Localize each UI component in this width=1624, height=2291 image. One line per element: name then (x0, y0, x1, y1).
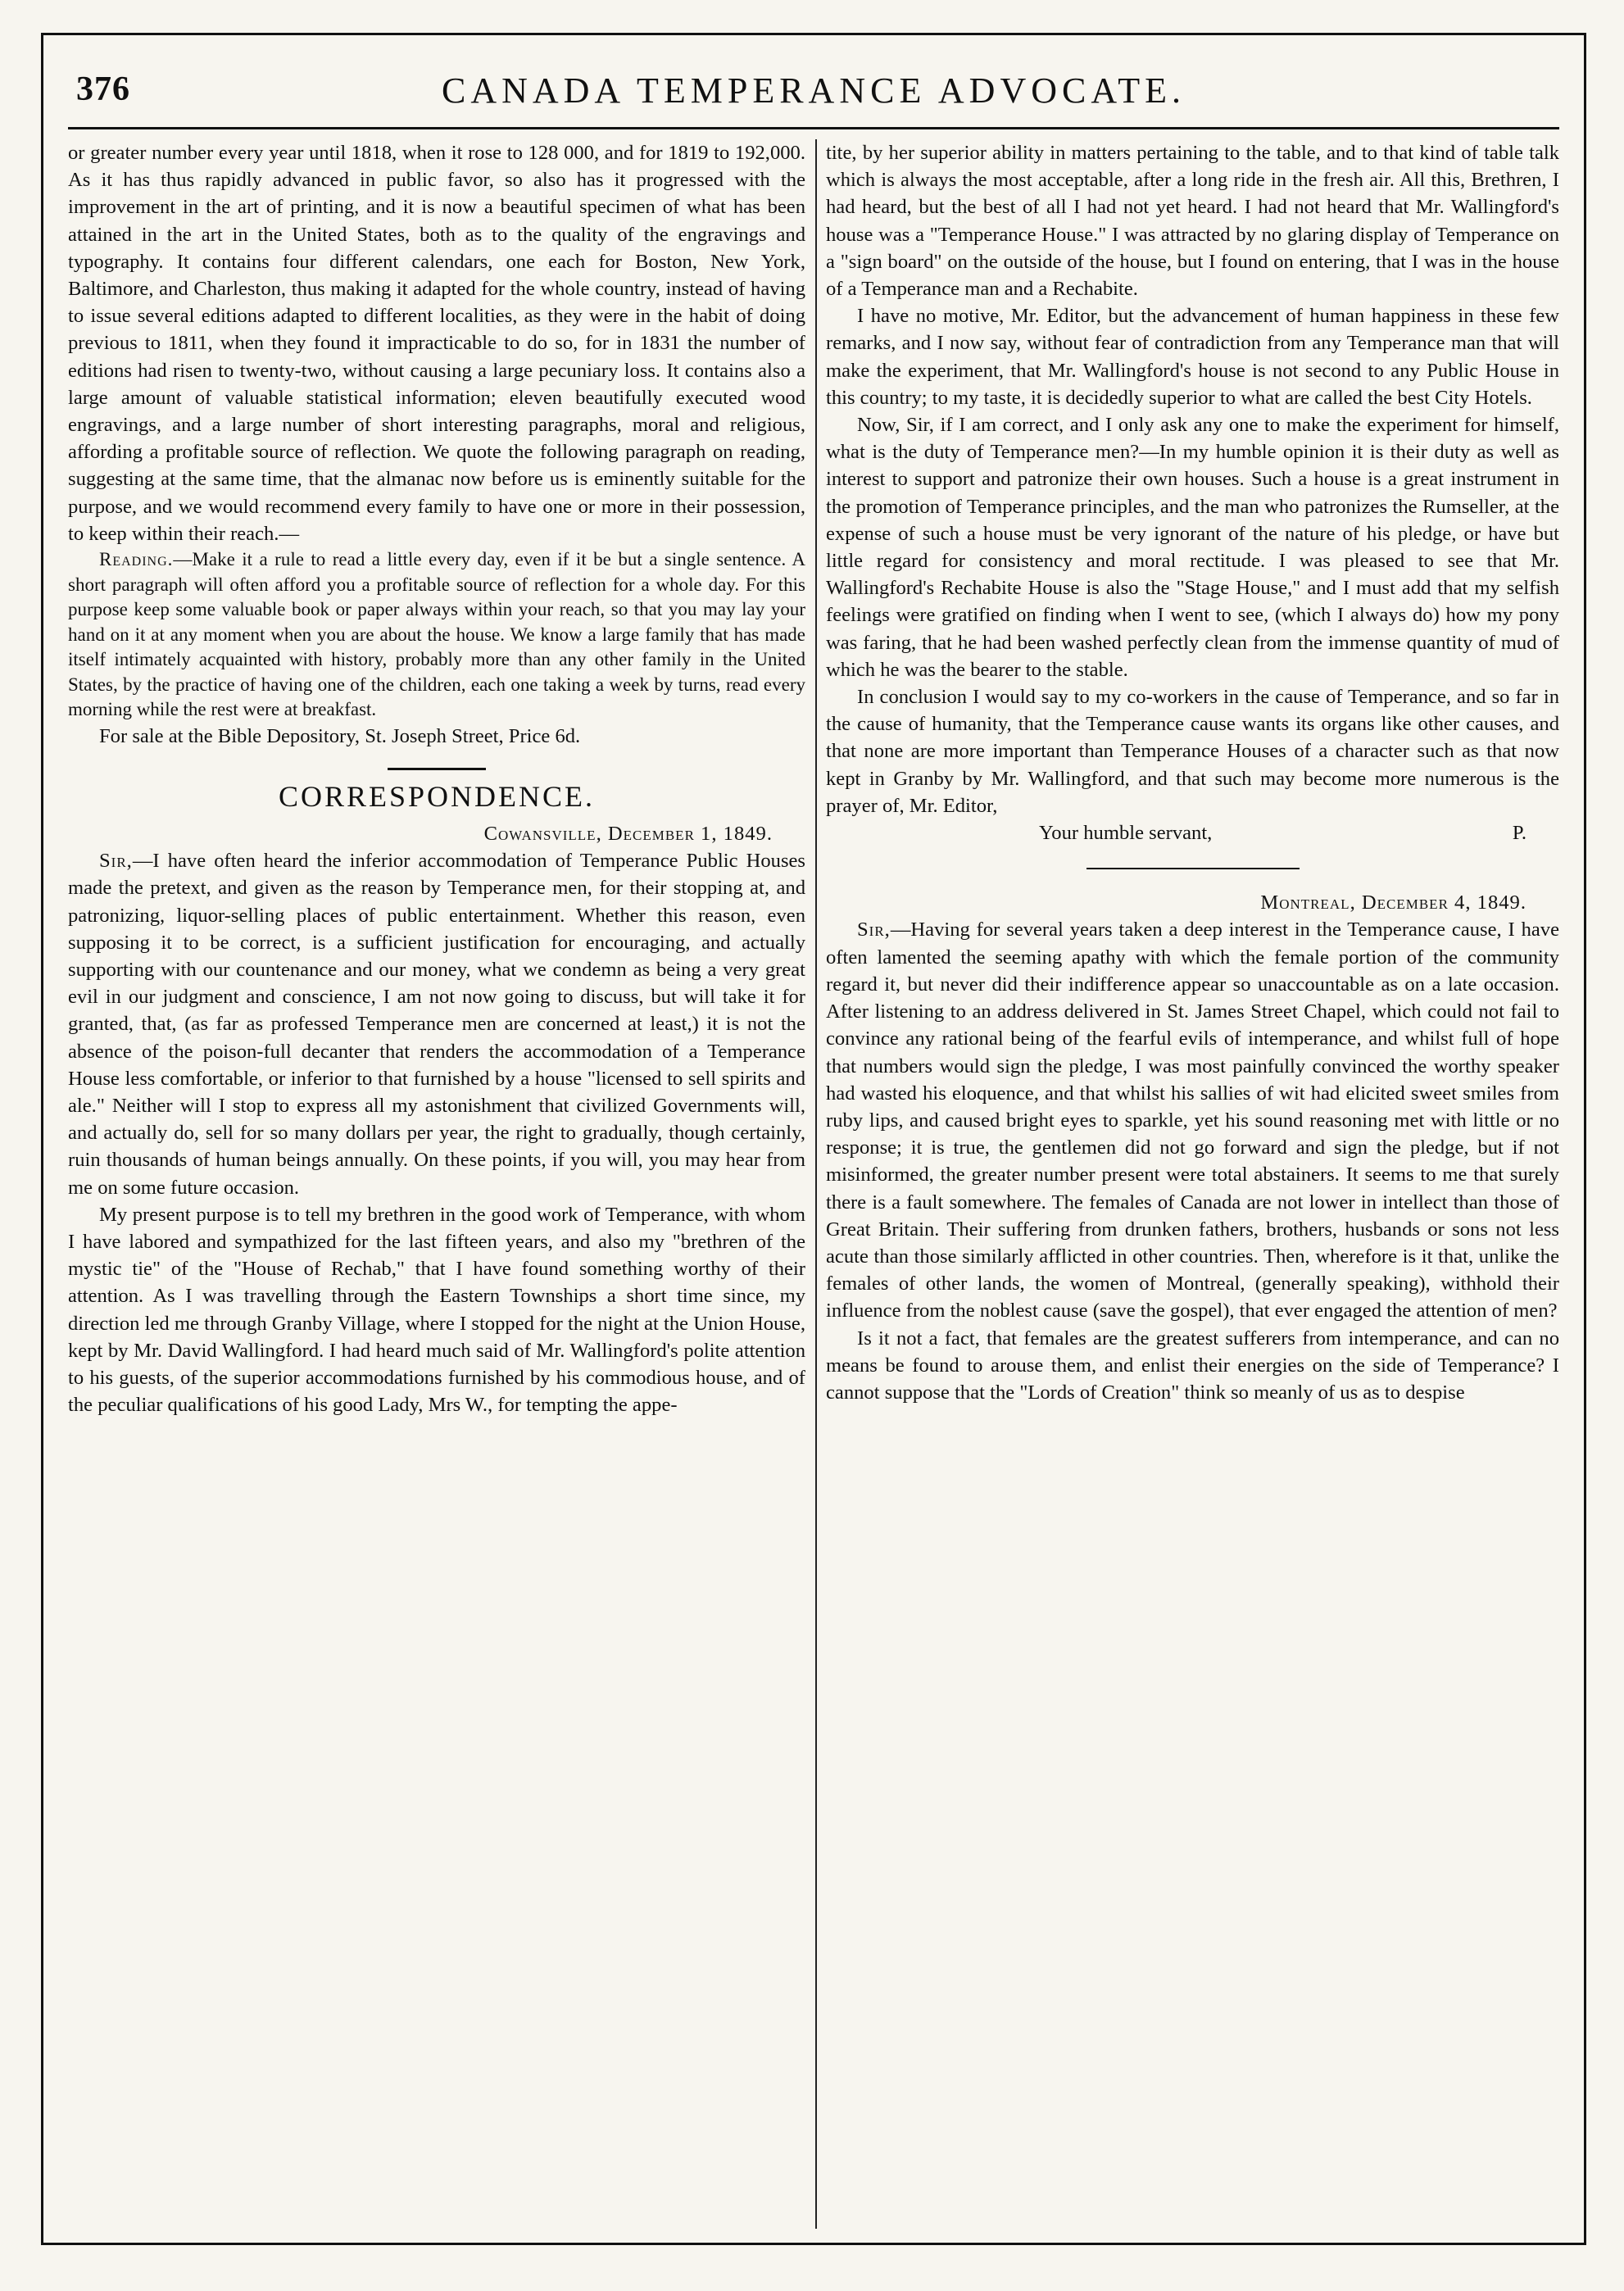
section-divider-rule (388, 768, 486, 770)
letter1-dateline: Cowansville, December 1, 1849. (483, 822, 773, 845)
reading-paragraph (68, 547, 805, 723)
letter2-paragraph-1-text: —Having for several years taken a deep interest in the Temperance cause, I have often lamented the seeming apathy with which the female portion of the community regard it, but never did their indifference appear so unaccountable as on a late occasion. After listening to an address delivered in St. James Street Chapel, which could not fail to convince any rational being of the fearful evils of intemperance, and whilst full of hope that numbers would sign the pledge, I was most painfully convinced the worthy speaker had wasted his eloquence, and that whilst his sallies of wit had elicited sweet smiles from ruby lips, and caused bright eyes to sparkle, yet his sound reasoning met with little or no response; it is true, the gentlemen did not go forward and sign the pledge, but if not misinformed, the greater number present were total abstainers. It seems to me that surely there is a fault somewhere. The females of Canada are not lower in intellect than those of Great Britain. Their suffering from drunken fathers, brothers, husbands or sons not less acute than those similarly afflicted in other countries. Then, wherefore is it that, unlike the females of other lands, the women of Montreal, (generally speaking), withhold their influence from the noblest cause (save the gospel), that ever engaged the attention of men? (826, 919, 1559, 1322)
page-header (43, 70, 1584, 135)
letter1-signoff (826, 819, 1559, 846)
header-rule (68, 127, 1559, 129)
column-divider (815, 139, 817, 2229)
letter2-paragraph-1 (826, 916, 1559, 1324)
reading-text: —Make it a rule to read a little every day, even if it be but a single sentence. A short paragraph will often afford you a profitable source of reflection for a whole day. For this purpose keep some valuable book or paper always within your reach, so that you may lay your hand on it at any moment when you are about the house. We know a large family that has made itself intimately acquainted with history, probably more than any other family in the United States, by the practice of having one of the children, each one taking a week by turns, read every morning while the rest were at breakfast. (68, 549, 805, 720)
letter1-paragraph-3: I have no motive, Mr. Editor, but the advancement of human happiness in these few remarks, and I now say, without fear of contradiction from any Temperance man that will make the experiment, that Mr. Wallingford's house is not second to any Public House in this country; to my taste, it is decidedly superior to what are called the best City Hotels. (826, 305, 1559, 409)
left-column (68, 139, 805, 2229)
letter1-salutation: Sir, (99, 850, 133, 873)
top-border-rule (43, 33, 1584, 35)
letter1-paragraph-2: My present purpose is to tell my brethren in the good work of Temperance, with whom I have labored and sympathized for the last fifteen years, and also my "brethren of the mystic tie" of the "House of Rechab," that I have found something worthy of their attention. As I was travelling through the Eastern Townships a short time since, my direction led me through Granby Village, where I stopped for the night at the Union House, kept by Mr. David Wallingford. I had heard much said of Mr. Wallingford's polite attention to his guests, of the superior accommodations furnished by his commodious house, and of the peculiar qualifications of his good Lady, Mrs W., for tempting the appe- (68, 1203, 805, 1417)
letter1-paragraph-2-continued: tite, by her superior ability in matters pertaining to the table, and to that kind of table talk which is always the most acceptable, after a long ride in the fresh air. All this, Brethren, I had heard, but the best of all I had not yet heard. I had not heard that Mr. Wallingford's house was a "Temperance House." I was attracted by no glaring display of Temperance on a "sign board" on the outside of the house, but I found on entering, that I was in the house of a Temperance man and a Rechabite. (826, 142, 1559, 301)
reading-label: Reading. (99, 549, 174, 570)
page-number: 376 (76, 70, 130, 108)
correspondence-heading: CORRESPONDENCE. (278, 779, 596, 813)
letter2-salutation: Sir, (857, 919, 891, 941)
letter1-paragraph-1 (68, 847, 805, 1201)
letter2-paragraph-2: Is it not a fact, that females are the greatest sufferers from intemperance, and can no means be found to arouse them, and enlist their energies on the side of Temperance? I cannot suppose that the "Lords of Creation" think so meanly of us as to despise (826, 1327, 1559, 1404)
bottom-border-rule (43, 2243, 1584, 2245)
letter-divider-rule (1086, 868, 1300, 869)
letter1-paragraph-1-text: —I have often heard the inferior accommodation of Temperance Public Houses made the pretext, and given as the reason by Temperance men, for their stopping at, and patronizing, liquor-selling places of public entertainment. Whether this reason, even supposing it to be correct, is a sufficient justification for encouraging, and actually supporting with our countenance and our money, what we condemn as being a very great evil in our judgment and conscience, I am not now going to discuss, but will take it for granted, that, (as far as professed Temperance men are concerned at least,) it is not the absence of the poison-full decanter that renders the accommodation of a Temperance House less comfortable, or inferior to that furnished by a house "licensed to sell spirits and ale." Neither will I stop to express all my astonishment that civilized Governments will, and actually do, sell for so many dollars per year, the right to gradually, though certainly, ruin thousands of human beings annually. On these points, if you will, you may hear from me on some future occasion. (68, 850, 805, 1199)
for-sale-notice: For sale at the Bible Depository, St. Joseph Street, Price 6d. (99, 724, 581, 747)
letter1-paragraph-4: Now, Sir, if I am correct, and I only ask any one to make the experiment for himself, what is the duty of Temperance men?—In my humble opinion it is their duty as well as interest to support and patronize their own houses. Such a house is a great instrument in the promotion of Temperance principles, and the man who patronizes the Rumseller, at the expense of such a house must be very ignorant of the nature of his pledge, or have but little regard for consistency and moral rectitude. I was pleased to see that Mr. Wallingford's Rechabite House is also the "Stage House," and I must add that my selfish feelings were gratified on finding when I went to see, (which I always do) how my pony was faring, that he had been washed perfectly clean from the immense quantity of mud of which he was the bearer to the stable. (826, 414, 1559, 681)
newspaper-page (41, 33, 1586, 2245)
letter2-dateline: Montreal, December 4, 1849. (1260, 891, 1526, 914)
letter1-closing: Your humble servant, (1039, 822, 1213, 845)
right-column (826, 139, 1559, 2229)
almanac-intro-paragraph: or greater number every year until 1818, when it rose to 128 000, and for 1819 to 192,000. As it has thus rapidly advanced in public favor, so also has it progressed with the improvement in the art of printing, and it is now a beautiful specimen of what has been attained in the art in the United States, both as to the quality of the engravings and typography. It contains four different calendars, one each for Boston, New York, Baltimore, and Charleston, thus making it adapted for the whole country, instead of having to issue several editions adapted to different localities, as they were in the habit of doing previous to 1811, when they found it impracticable to do so, for in 1831 the number of editions had risen to twenty-two, without causing a large pecuniary loss. It contains also a large amount of valuable statistical information; eleven beautifully executed wood engravings, and a large number of short interesting paragraphs, moral and religious, affording a profitable source of reflection. We quote the following paragraph on reading, suggesting at the same time, that the almanac now before us is eminently suitable for the purpose, and we would recommend every family to have one or more in their possession, to keep within their reach.— (68, 142, 805, 545)
letter1-paragraph-5: In conclusion I would say to my co-workers in the cause of Temperance, and so far in the cause of humanity, that the Temperance cause wants its organs like other causes, and that none are more important than Temperance Houses of a character such as that now kept in Granby by Mr. Wallingford, and that such may become more numerous is the prayer of, Mr. Editor, (826, 686, 1559, 817)
letter1-signature: P. (1512, 822, 1526, 845)
running-title: CANADA TEMPERANCE ADVOCATE. (441, 70, 1186, 111)
